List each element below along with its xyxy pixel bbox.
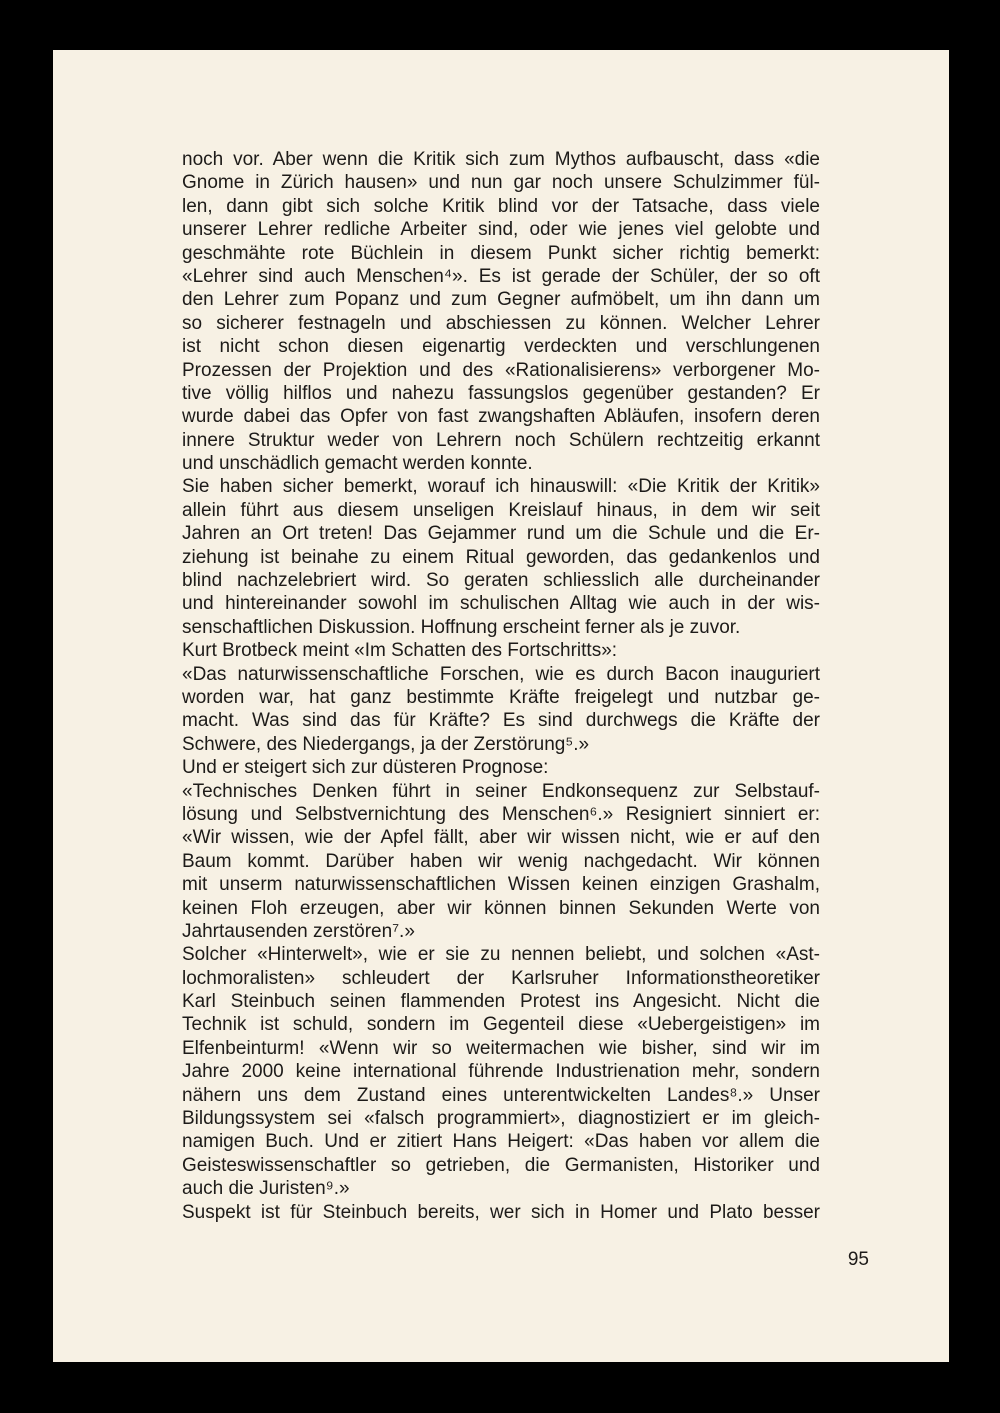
text-line: ziehung ist beinahe zu einem Ritual geworden, das gedankenlos und (182, 546, 820, 568)
page-number: 95 (847, 1249, 869, 1270)
text-line: Jahren an Ort treten! Das Gejammer rund um die Schule und die Er- (182, 523, 820, 545)
body-text (182, 148, 820, 1224)
text-line: Technik ist schuld, sondern im Gegenteil diese «Uebergeistigen» im (182, 1014, 820, 1036)
text-line: Kurt Brotbeck meint «Im Schatten des Fortschritts»: (182, 640, 618, 662)
text-line: auch die Juristen⁹.» (182, 1178, 350, 1200)
text-line: Sie haben sicher bemerkt, worauf ich hinauswill: «Die Kritik der Kritik» (182, 476, 820, 498)
text-line: und unschädlich gemacht werden konnte. (182, 453, 533, 475)
text-line: blind nachzelebriert wird. So geraten schliesslich alle durcheinander (182, 570, 820, 592)
text-line: worden war, hat ganz bestimmte Kräfte freigelegt und nutzbar ge- (182, 686, 820, 708)
text-line: Karl Steinbuch seinen flammenden Protest ins Angesicht. Nicht die (182, 991, 820, 1013)
text-line: geschmähte rote Büchlein in diesem Punkt sicher richtig bemerkt: (182, 242, 820, 264)
text-line: innere Struktur weder von Lehrern noch Schülern rechtzeitig erkannt (182, 429, 820, 451)
text-line: allein führt aus diesem unseligen Kreislauf hinaus, in dem wir seit (182, 499, 820, 521)
text-line: Prozessen der Projektion und des «Rationalisierens» verborgener Mo- (182, 359, 820, 381)
text-line: Geisteswissenschaftler so getrieben, die Germanisten, Historiker und (182, 1154, 820, 1176)
text-line: lochmoralisten» schleudert der Karlsruher Informationstheoretiker (182, 967, 820, 989)
text-line: «Das naturwissenschaftliche Forschen, wie es durch Bacon inauguriert (182, 663, 820, 685)
text-line: macht. Was sind das für Kräfte? Es sind durchwegs die Kräfte der (182, 710, 820, 732)
text-line: Und er steigert sich zur düsteren Prognose: (182, 757, 549, 779)
text-line: unserer Lehrer redliche Arbeiter sind, oder wie jenes viel gelobte und (182, 219, 820, 241)
text-line: lösung und Selbstvernichtung des Menschen⁶.» Resigniert sinniert er: (182, 803, 820, 825)
text-line: keinen Floh erzeugen, aber wir können binnen Sekunden Werte von (182, 897, 820, 919)
text-line: den Lehrer zum Popanz und zum Gegner aufmöbelt, um ihn dann um (182, 289, 820, 311)
text-line: «Lehrer sind auch Menschen⁴». Es ist gerade der Schüler, der so oft (182, 265, 820, 287)
text-line: noch vor. Aber wenn die Kritik sich zum Mythos aufbauscht, dass «die (182, 149, 820, 170)
text-line: mit unserm naturwissenschaftlichen Wissen keinen einzigen Grashalm, (182, 874, 820, 896)
text-line: wurde dabei das Opfer von fast zwangshaften Abläufen, insofern deren (182, 406, 820, 428)
text-line: nähern uns dem Zustand eines unterentwickelten Landes⁸.» Unser (182, 1084, 820, 1106)
text-line: und hintereinander sowohl im schulischen Alltag wie auch in der wis- (182, 593, 820, 615)
text-line: Elfenbeinturm! «Wenn wir so weitermachen wie bisher, sind wir im (182, 1037, 820, 1059)
text-line: Bildungssystem sei «falsch programmiert», diagnostiziert er im gleich- (182, 1108, 820, 1130)
text-line: Jahrtausenden zerstören⁷.» (182, 920, 415, 942)
text-line: len, dann gibt sich solche Kritik blind vor der Tatsache, dass viele (182, 195, 820, 217)
text-line: «Wir wissen, wie der Apfel fällt, aber wir wissen nicht, wie er auf den (182, 827, 820, 849)
text-line: Solcher «Hinterwelt», wie er sie zu nennen beliebt, und solchen «Ast- (182, 944, 820, 966)
text-line: Gnome in Zürich hausen» und nun gar noch unsere Schulzimmer fül- (182, 172, 820, 194)
text-line: Baum kommt. Darüber haben wir wenig nachgedacht. Wir können (182, 850, 820, 872)
text-line: Schwere, des Niedergangs, ja der Zerstörung⁵.» (182, 733, 590, 755)
text-line: Suspekt ist für Steinbuch bereits, wer sich in Homer und Plato besser (182, 1201, 820, 1223)
book-page (53, 50, 949, 1362)
text-line: Jahre 2000 keine international führende Industrienation mehr, sondern (182, 1061, 820, 1083)
text-line: ist nicht schon diesen eigenartig verdeckten und verschlungenen (182, 336, 820, 358)
text-line: namigen Buch. Und er zitiert Hans Heigert: «Das haben vor allem die (182, 1131, 820, 1153)
text-line: tive völlig hilflos und nahezu fassungslos gegenüber gestanden? Er (182, 382, 820, 404)
text-line: senschaftlichen Diskussion. Hoffnung erscheint ferner als je zuvor. (182, 616, 741, 638)
text-line: so sicherer festnageln und abschiessen zu können. Welcher Lehrer (182, 312, 820, 334)
text-line: «Technisches Denken führt in seiner Endkonsequenz zur Selbstauf- (182, 780, 820, 802)
